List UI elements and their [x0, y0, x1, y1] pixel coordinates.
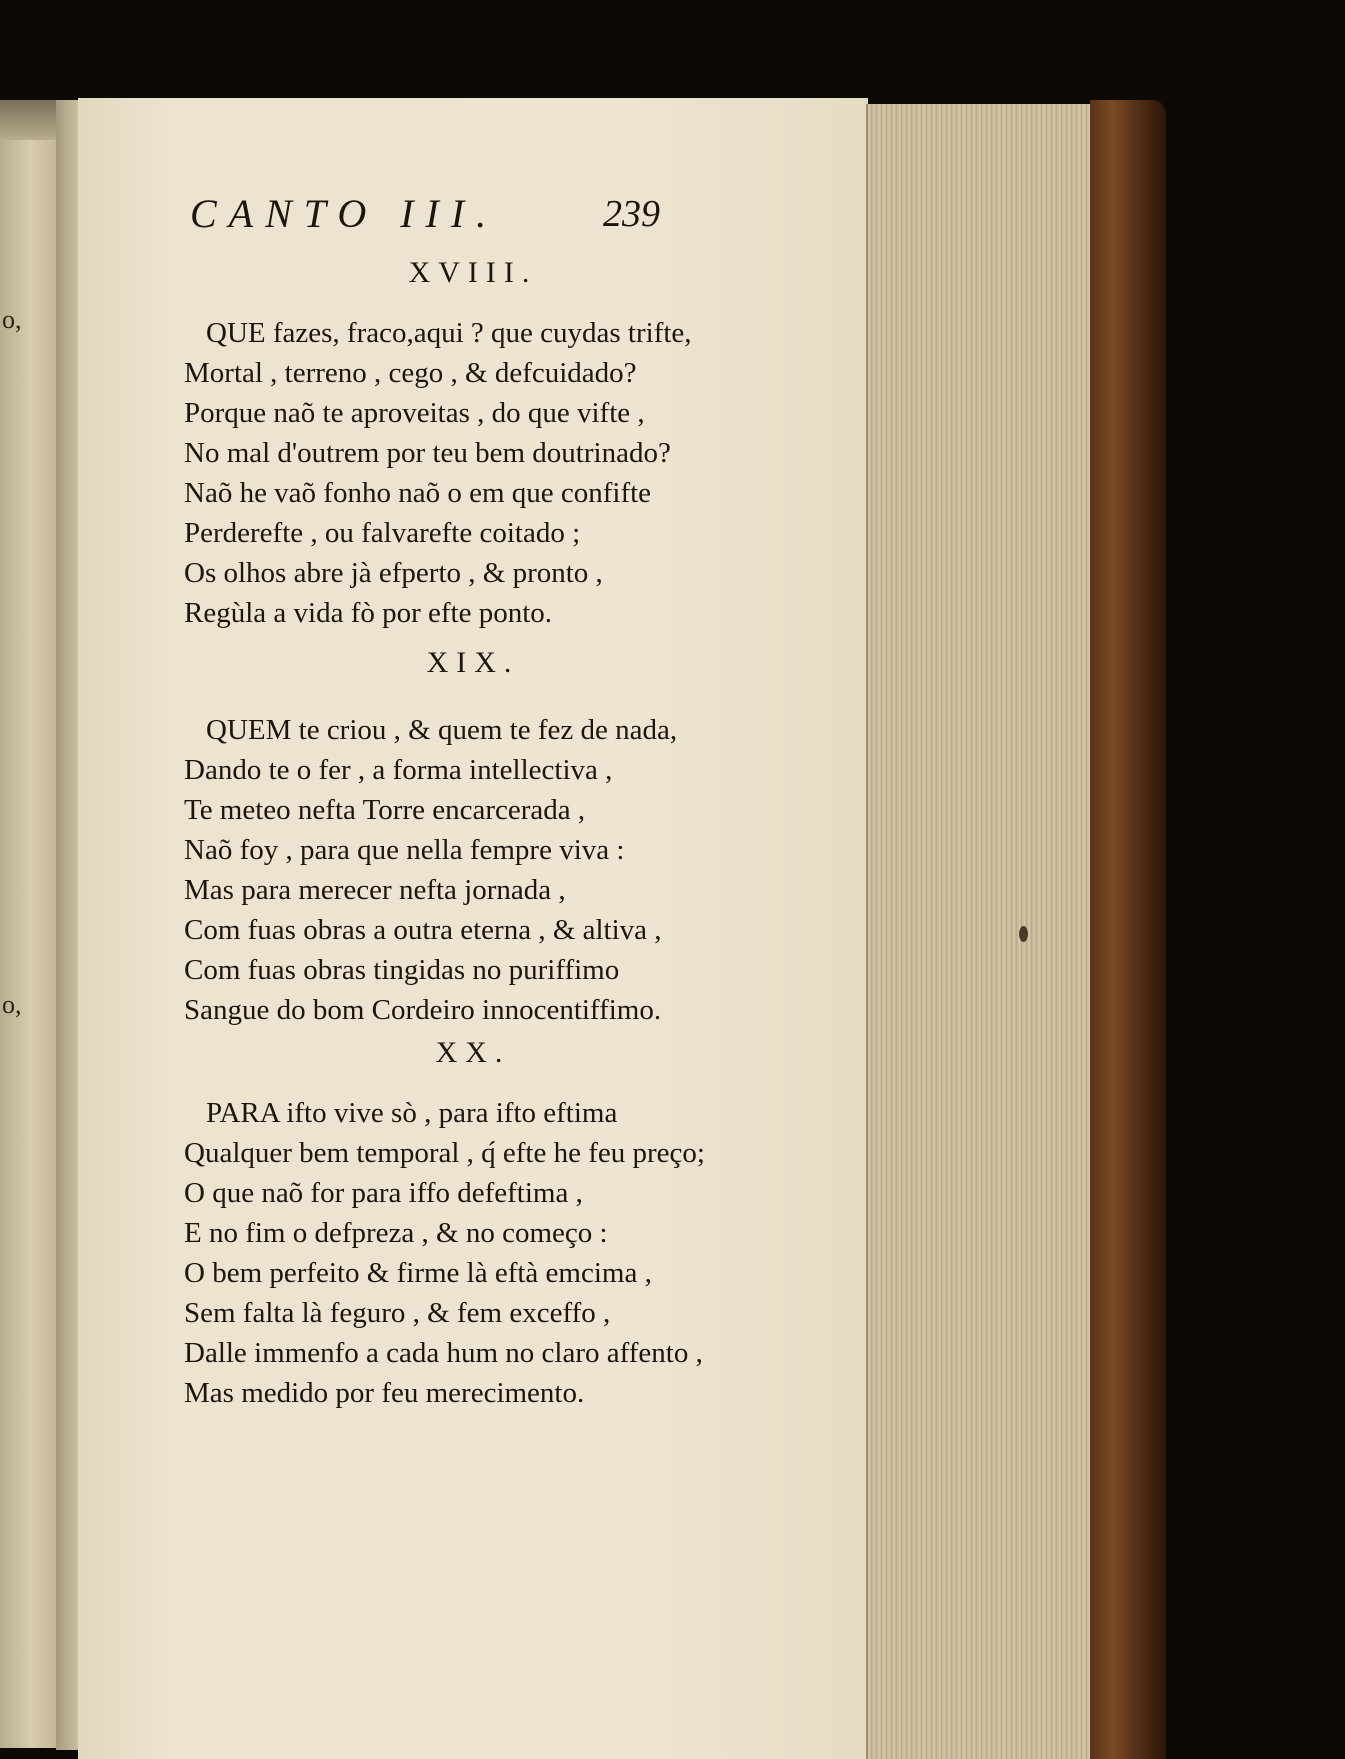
verse-line: Mas para merecer nefta jornada ,: [184, 874, 566, 906]
verse-line: Naõ he vaõ fonho naõ o em que confifte: [184, 477, 652, 509]
verse-line: O que naõ for para iffo defeftima ,: [184, 1177, 583, 1209]
verse-line: Te meteo nefta Torre encarcerada ,: [184, 794, 586, 826]
verse-line: QUE fazes, fraco,aqui ? que cuydas trifte,: [206, 317, 692, 349]
running-header: [190, 190, 660, 240]
verse-line: E no fim o defpreza , & no começo :: [184, 1217, 608, 1249]
verse-line: Qualquer bem temporal , q́ efte he feu preço;: [184, 1137, 705, 1169]
verse-line: No mal d'outrem por teu bem doutrinado?: [184, 437, 671, 469]
book-page: [78, 98, 868, 1759]
verse-line: O bem perfeito & firme là eftà emcima ,: [184, 1257, 652, 1289]
stanza: [184, 313, 744, 633]
verse-line: Naõ foy , para que nella fempre viva :: [184, 834, 625, 866]
verse-line: Com fuas obras a outra eterna , & altiva ,: [184, 914, 662, 946]
ink-blot: [1019, 926, 1028, 942]
leather-cover: [1090, 100, 1166, 1759]
stanza: [184, 710, 744, 1030]
verse-line: Dando te o fer , a forma intellectiva ,: [184, 754, 613, 786]
stanza: [184, 1093, 744, 1413]
verse-line: Dalle immenfo a cada hum no claro affento ,: [184, 1337, 703, 1369]
verse-line: Perderefte , ou falvarefte coitado ;: [184, 517, 581, 549]
facing-page-fragment: o,: [2, 305, 22, 334]
running-title: CANTO III.: [190, 191, 499, 236]
verse-line: Porque naõ te aproveitas , do que vifte ,: [184, 397, 645, 429]
verse-line: Sangue do bom Cordeiro innocentiffimo.: [184, 994, 662, 1026]
verse-line: PARA ifto vive sò , para ifto eftima: [206, 1097, 618, 1129]
verse-line: Mortal , terreno , cego , & defcuidado?: [184, 357, 637, 389]
verse-line: Sem falta là feguro , & fem exceffo ,: [184, 1297, 611, 1329]
page-number: 239: [603, 193, 660, 235]
verse-line: QUEM te criou , & quem te fez de nada,: [206, 714, 678, 746]
stanza-number: XVIII.: [408, 256, 538, 289]
verse-line: Regùla a vida fò por efte ponto.: [184, 597, 553, 629]
facing-page-fragment: o,: [2, 990, 22, 1019]
verse-line: Com fuas obras tingidas no puriffimo: [184, 954, 620, 986]
verse-line: Mas medido por feu merecimento.: [184, 1377, 585, 1409]
facing-page-edge: [0, 100, 59, 1748]
stanza-number: XX.: [435, 1036, 511, 1069]
verse-line: Os olhos abre jà efperto , & pronto ,: [184, 557, 603, 589]
page-block-edge: [866, 104, 1094, 1759]
stanza-number: XIX.: [426, 646, 520, 679]
facing-page-top-shadow: [0, 100, 56, 140]
